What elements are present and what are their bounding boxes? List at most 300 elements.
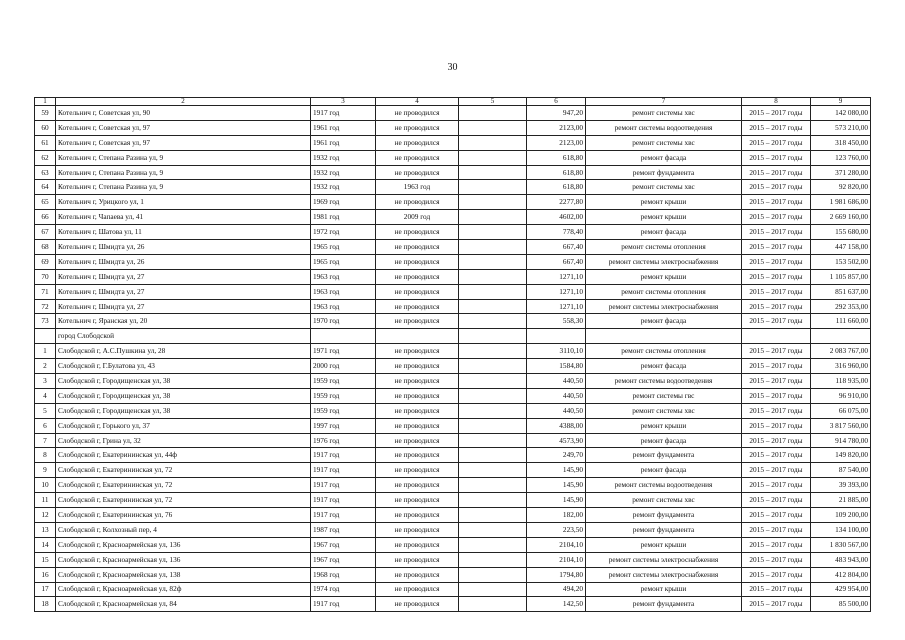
period-cell: 2015 – 2017 годы — [742, 359, 811, 374]
area-cell: 2123,00 — [527, 135, 586, 150]
period-cell: 2015 – 2017 годы — [742, 433, 811, 448]
address-cell: Котельнич г, Шмидта ул, 27 — [56, 299, 311, 314]
cost-cell: 1 105 857,00 — [811, 269, 871, 284]
area-cell: 667,40 — [527, 240, 586, 255]
last-repair-cell: не проводился — [376, 299, 459, 314]
period-cell: 2015 – 2017 годы — [742, 508, 811, 523]
table-row — [35, 374, 871, 389]
row-number-cell: 13 — [35, 522, 56, 537]
row-number-cell: 65 — [35, 195, 56, 210]
table-row — [35, 106, 871, 121]
column-header: 9 — [811, 98, 871, 106]
build-year-cell: 1997 год — [311, 418, 376, 433]
cost-cell: 483 943,00 — [811, 552, 871, 567]
build-year-cell: 1963 год — [311, 269, 376, 284]
area-cell: 618,80 — [527, 165, 586, 180]
area-cell: 249,70 — [527, 448, 586, 463]
cost-cell: 153 502,00 — [811, 254, 871, 269]
column-5-cell — [459, 359, 527, 374]
area-cell: 2277,80 — [527, 195, 586, 210]
table-row — [35, 418, 871, 433]
column-5-cell — [459, 165, 527, 180]
last-repair-cell: не проводился — [376, 493, 459, 508]
last-repair-cell: не проводился — [376, 597, 459, 612]
build-year-cell: 1959 год — [311, 388, 376, 403]
address-cell: Котельнич г, Степана Разина ул, 9 — [56, 150, 311, 165]
cost-cell: 3 817 560,00 — [811, 418, 871, 433]
period-cell: 2015 – 2017 годы — [742, 344, 811, 359]
address-cell: Котельнич г, Шмидта ул, 27 — [56, 269, 311, 284]
table-row — [35, 135, 871, 150]
column-5-cell — [459, 582, 527, 597]
address-cell: Слободской г, Горького ул, 37 — [56, 418, 311, 433]
address-cell: Котельнич г, Урицкого ул, 1 — [56, 195, 311, 210]
address-cell: Котельнич г, Шмидта ул, 26 — [56, 254, 311, 269]
page-number: 30 — [447, 62, 458, 73]
row-number-cell: 62 — [35, 150, 56, 165]
row-number-cell: 16 — [35, 567, 56, 582]
work-type-cell: ремонт крыши — [586, 269, 742, 284]
period-cell: 2015 – 2017 годы — [742, 120, 811, 135]
period-cell: 2015 – 2017 годы — [742, 463, 811, 478]
column-5-cell — [459, 314, 527, 329]
table-row — [35, 463, 871, 478]
build-year-cell: 1967 год — [311, 537, 376, 552]
area-cell: 182,00 — [527, 508, 586, 523]
last-repair-cell: не проводился — [376, 433, 459, 448]
column-5-cell — [459, 120, 527, 135]
area-cell: 4602,00 — [527, 210, 586, 225]
column-5-cell — [459, 210, 527, 225]
build-year-cell: 1917 год — [311, 597, 376, 612]
column-header: 7 — [586, 98, 742, 106]
cost-cell: 87 540,00 — [811, 463, 871, 478]
row-number-cell: 64 — [35, 180, 56, 195]
cost-cell: 21 885,00 — [811, 493, 871, 508]
column-5-cell — [459, 150, 527, 165]
last-repair-cell: не проводился — [376, 567, 459, 582]
row-number-cell: 73 — [35, 314, 56, 329]
area-cell: 145,90 — [527, 493, 586, 508]
row-number-cell: 2 — [35, 359, 56, 374]
work-type-cell: ремонт фасада — [586, 433, 742, 448]
period-cell: 2015 – 2017 годы — [742, 195, 811, 210]
build-year-cell: 1917 год — [311, 106, 376, 121]
work-type-cell: ремонт фундамента — [586, 508, 742, 523]
address-cell: Котельнич г, Шатова ул, 11 — [56, 225, 311, 240]
table-row — [35, 269, 871, 284]
address-cell: Котельнич г, Советская ул, 90 — [56, 106, 311, 121]
column-5-cell — [459, 448, 527, 463]
area-cell: 4573,90 — [527, 433, 586, 448]
work-type-cell: ремонт крыши — [586, 210, 742, 225]
last-repair-cell: не проводился — [376, 537, 459, 552]
period-cell: 2015 – 2017 годы — [742, 106, 811, 121]
last-repair-cell: не проводился — [376, 120, 459, 135]
period-cell: 2015 – 2017 годы — [742, 150, 811, 165]
column-5-cell — [459, 478, 527, 493]
address-cell: Слободской г, Екатерининская ул, 72 — [56, 493, 311, 508]
column-5-cell — [459, 106, 527, 121]
cost-cell: 96 910,00 — [811, 388, 871, 403]
work-type-cell: ремонт фундамента — [586, 597, 742, 612]
row-number-cell: 71 — [35, 284, 56, 299]
last-repair-cell: не проводился — [376, 388, 459, 403]
period-cell: 2015 – 2017 годы — [742, 269, 811, 284]
work-type-cell: ремонт системы электроснабжения — [586, 299, 742, 314]
work-type-cell: ремонт системы отопления — [586, 240, 742, 255]
table-row — [35, 522, 871, 537]
period-cell: 2015 – 2017 годы — [742, 240, 811, 255]
cost-cell: 134 100,00 — [811, 522, 871, 537]
address-cell: Котельнич г, Советская ул, 97 — [56, 120, 311, 135]
section-number-cell — [35, 329, 56, 344]
period-cell: 2015 – 2017 годы — [742, 493, 811, 508]
area-cell: 494,20 — [527, 582, 586, 597]
column-5-cell — [459, 180, 527, 195]
table-row — [35, 195, 871, 210]
work-type-cell: ремонт фундамента — [586, 165, 742, 180]
build-year-cell: 1987 год — [311, 522, 376, 537]
build-year-cell: 1970 год — [311, 314, 376, 329]
row-number-cell: 60 — [35, 120, 56, 135]
work-type-cell: ремонт фасада — [586, 225, 742, 240]
address-cell: Слободской г, Красноармейская ул, 136 — [56, 537, 311, 552]
work-type-cell: ремонт фасада — [586, 150, 742, 165]
table-row — [35, 284, 871, 299]
cost-cell: 109 200,00 — [811, 508, 871, 523]
build-year-cell: 1963 год — [311, 284, 376, 299]
last-repair-cell: 1963 год — [376, 180, 459, 195]
row-number-cell: 11 — [35, 493, 56, 508]
build-year-cell: 1961 год — [311, 120, 376, 135]
build-year-cell: 1917 год — [311, 463, 376, 478]
build-year-cell: 1961 год — [311, 135, 376, 150]
period-cell: 2015 – 2017 годы — [742, 448, 811, 463]
area-cell: 440,50 — [527, 374, 586, 389]
last-repair-cell: не проводился — [376, 374, 459, 389]
last-repair-cell: не проводился — [376, 403, 459, 418]
area-cell: 1794,80 — [527, 567, 586, 582]
last-repair-cell: не проводился — [376, 314, 459, 329]
cost-cell: 447 158,00 — [811, 240, 871, 255]
column-5-cell — [459, 552, 527, 567]
cost-cell: 142 080,00 — [811, 106, 871, 121]
cost-cell: 92 820,00 — [811, 180, 871, 195]
cost-cell: 318 450,00 — [811, 135, 871, 150]
area-cell: 947,20 — [527, 106, 586, 121]
period-cell: 2015 – 2017 годы — [742, 284, 811, 299]
build-year-cell: 1968 год — [311, 567, 376, 582]
build-year-cell: 1932 год — [311, 165, 376, 180]
address-cell: Слободской г, А.С.Пушкина ул, 28 — [56, 344, 311, 359]
period-cell: 2015 – 2017 годы — [742, 135, 811, 150]
last-repair-cell: не проводился — [376, 150, 459, 165]
area-cell: 2104,10 — [527, 537, 586, 552]
last-repair-cell: не проводился — [376, 478, 459, 493]
address-cell: Слободской г, Городищенская ул, 38 — [56, 374, 311, 389]
area-cell: 618,80 — [527, 180, 586, 195]
column-header: 3 — [311, 98, 376, 106]
table-row — [35, 597, 871, 612]
build-year-cell: 1965 год — [311, 240, 376, 255]
address-cell: Котельнич г, Степана Разина ул, 9 — [56, 165, 311, 180]
column-5-cell — [459, 240, 527, 255]
address-cell: Слободской г, Красноармейская ул, 82ф — [56, 582, 311, 597]
address-cell: Слободской г, Екатерининская ул, 44ф — [56, 448, 311, 463]
area-cell: 1271,10 — [527, 269, 586, 284]
column-5-cell — [459, 403, 527, 418]
column-header: 1 — [35, 98, 56, 106]
area-cell: 145,90 — [527, 463, 586, 478]
cost-cell: 429 954,00 — [811, 582, 871, 597]
area-cell: 778,40 — [527, 225, 586, 240]
period-cell: 2015 – 2017 годы — [742, 225, 811, 240]
row-number-cell: 63 — [35, 165, 56, 180]
row-number-cell: 8 — [35, 448, 56, 463]
table-row — [35, 433, 871, 448]
column-5-cell — [459, 135, 527, 150]
column-5-cell — [459, 418, 527, 433]
period-cell: 2015 – 2017 годы — [742, 299, 811, 314]
table-row — [35, 448, 871, 463]
build-year-cell: 1959 год — [311, 403, 376, 418]
last-repair-cell: 2009 год — [376, 210, 459, 225]
empty-cell — [811, 329, 871, 344]
table-row — [35, 388, 871, 403]
area-cell: 2123,00 — [527, 120, 586, 135]
address-cell: Слободской г, Красноармейская ул, 84 — [56, 597, 311, 612]
column-5-cell — [459, 269, 527, 284]
period-cell: 2015 – 2017 годы — [742, 180, 811, 195]
address-cell: Котельнич г, Чапаева ул, 41 — [56, 210, 311, 225]
build-year-cell: 1917 год — [311, 493, 376, 508]
build-year-cell: 1917 год — [311, 448, 376, 463]
last-repair-cell: не проводился — [376, 359, 459, 374]
last-repair-cell: не проводился — [376, 463, 459, 478]
row-number-cell: 7 — [35, 433, 56, 448]
area-cell: 4388,00 — [527, 418, 586, 433]
column-header: 2 — [56, 98, 311, 106]
address-cell: Слободской г, Г.Булатова ул, 43 — [56, 359, 311, 374]
row-number-cell: 1 — [35, 344, 56, 359]
work-type-cell: ремонт системы хвс — [586, 493, 742, 508]
build-year-cell: 1967 год — [311, 552, 376, 567]
cost-cell: 118 935,00 — [811, 374, 871, 389]
address-cell: Слободской г, Городищенская ул, 38 — [56, 388, 311, 403]
table-row — [35, 299, 871, 314]
row-number-cell: 70 — [35, 269, 56, 284]
cost-cell: 573 210,00 — [811, 120, 871, 135]
cost-cell: 155 680,00 — [811, 225, 871, 240]
work-type-cell: ремонт системы водоотведения — [586, 120, 742, 135]
table-row — [35, 180, 871, 195]
last-repair-cell: не проводился — [376, 448, 459, 463]
column-header: 8 — [742, 98, 811, 106]
table-row — [35, 359, 871, 374]
period-cell: 2015 – 2017 годы — [742, 522, 811, 537]
section-header-group — [35, 329, 871, 344]
build-year-cell: 1974 год — [311, 582, 376, 597]
last-repair-cell: не проводился — [376, 225, 459, 240]
area-cell: 667,40 — [527, 254, 586, 269]
column-5-cell — [459, 597, 527, 612]
area-cell: 145,90 — [527, 478, 586, 493]
table-row — [35, 567, 871, 582]
last-repair-cell: не проводился — [376, 106, 459, 121]
column-header: 6 — [527, 98, 586, 106]
cost-cell: 412 804,00 — [811, 567, 871, 582]
build-year-cell: 2000 год — [311, 359, 376, 374]
build-year-cell: 1976 год — [311, 433, 376, 448]
build-year-cell: 1981 год — [311, 210, 376, 225]
work-type-cell: ремонт крыши — [586, 582, 742, 597]
address-cell: Слободской г, Красноармейская ул, 138 — [56, 567, 311, 582]
address-cell: Котельнич г, Шмидта ул, 27 — [56, 284, 311, 299]
cost-cell: 292 353,00 — [811, 299, 871, 314]
period-cell: 2015 – 2017 годы — [742, 254, 811, 269]
address-cell: Котельнич г, Яранская ул, 20 — [56, 314, 311, 329]
table-row — [35, 120, 871, 135]
address-cell: Слободской г, Екатерининская ул, 72 — [56, 463, 311, 478]
row-number-cell: 69 — [35, 254, 56, 269]
column-5-cell — [459, 374, 527, 389]
empty-cell — [311, 329, 376, 344]
work-type-cell: ремонт фундамента — [586, 448, 742, 463]
address-cell: Слободской г, Грина ул, 32 — [56, 433, 311, 448]
column-5-cell — [459, 508, 527, 523]
row-number-cell: 18 — [35, 597, 56, 612]
work-type-cell: ремонт системы гвс — [586, 388, 742, 403]
address-cell: Слободской г, Красноармейская ул, 136 — [56, 552, 311, 567]
period-cell: 2015 – 2017 годы — [742, 388, 811, 403]
period-cell: 2015 – 2017 годы — [742, 478, 811, 493]
period-cell: 2015 – 2017 годы — [742, 210, 811, 225]
work-type-cell: ремонт крыши — [586, 418, 742, 433]
cost-cell: 851 637,00 — [811, 284, 871, 299]
period-cell: 2015 – 2017 годы — [742, 552, 811, 567]
build-year-cell: 1959 год — [311, 374, 376, 389]
build-year-cell: 1932 год — [311, 150, 376, 165]
table-row — [35, 210, 871, 225]
build-year-cell: 1917 год — [311, 508, 376, 523]
row-number-cell: 14 — [35, 537, 56, 552]
section-title: город Слободской — [56, 329, 311, 344]
area-cell: 223,50 — [527, 522, 586, 537]
cost-cell: 149 820,00 — [811, 448, 871, 463]
address-cell: Котельнич г, Шмидта ул, 26 — [56, 240, 311, 255]
last-repair-cell: не проводился — [376, 269, 459, 284]
column-header: 5 — [459, 98, 527, 106]
empty-cell — [376, 329, 459, 344]
area-cell: 440,50 — [527, 403, 586, 418]
empty-cell — [527, 329, 586, 344]
table-row — [35, 508, 871, 523]
column-5-cell — [459, 195, 527, 210]
column-5-cell — [459, 225, 527, 240]
period-cell: 2015 – 2017 годы — [742, 403, 811, 418]
empty-cell — [742, 329, 811, 344]
cost-cell: 123 760,00 — [811, 150, 871, 165]
cost-cell: 2 083 767,00 — [811, 344, 871, 359]
work-type-cell: ремонт системы отопления — [586, 284, 742, 299]
work-type-cell: ремонт системы водоотведения — [586, 478, 742, 493]
last-repair-cell: не проводился — [376, 344, 459, 359]
table-row — [35, 552, 871, 567]
row-number-cell: 17 — [35, 582, 56, 597]
table-row — [35, 478, 871, 493]
cost-cell: 316 960,00 — [811, 359, 871, 374]
area-cell: 1271,10 — [527, 299, 586, 314]
cost-cell: 85 500,00 — [811, 597, 871, 612]
row-number-cell: 4 — [35, 388, 56, 403]
last-repair-cell: не проводился — [376, 165, 459, 180]
last-repair-cell: не проводился — [376, 552, 459, 567]
last-repair-cell: не проводился — [376, 582, 459, 597]
last-repair-cell: не проводился — [376, 508, 459, 523]
cost-cell: 39 393,00 — [811, 478, 871, 493]
work-type-cell: ремонт системы хвс — [586, 106, 742, 121]
column-5-cell — [459, 344, 527, 359]
column-5-cell — [459, 254, 527, 269]
address-cell: Котельнич г, Советская ул, 97 — [56, 135, 311, 150]
area-cell: 618,80 — [527, 150, 586, 165]
area-cell: 142,50 — [527, 597, 586, 612]
address-cell: Котельнич г, Степана Разина ул, 9 — [56, 180, 311, 195]
cost-cell: 111 660,00 — [811, 314, 871, 329]
work-type-cell: ремонт системы электроснабжения — [586, 567, 742, 582]
row-number-cell: 5 — [35, 403, 56, 418]
row-number-cell: 9 — [35, 463, 56, 478]
build-year-cell: 1965 год — [311, 254, 376, 269]
section-header-row — [35, 329, 871, 344]
table-row — [35, 254, 871, 269]
address-cell: Слободской г, Екатерининская ул, 76 — [56, 508, 311, 523]
address-cell: Слободской г, Екатерининская ул, 72 — [56, 478, 311, 493]
area-cell: 558,30 — [527, 314, 586, 329]
work-type-cell: ремонт системы хвс — [586, 180, 742, 195]
address-cell: Слободской г, Городищенская ул, 38 — [56, 403, 311, 418]
cost-cell: 66 075,00 — [811, 403, 871, 418]
cost-cell: 914 780,00 — [811, 433, 871, 448]
repair-program-table — [34, 97, 871, 612]
period-cell: 2015 – 2017 годы — [742, 418, 811, 433]
cost-cell: 371 280,00 — [811, 165, 871, 180]
work-type-cell: ремонт системы хвс — [586, 135, 742, 150]
build-year-cell: 1969 год — [311, 195, 376, 210]
column-5-cell — [459, 567, 527, 582]
last-repair-cell: не проводился — [376, 135, 459, 150]
period-cell: 2015 – 2017 годы — [742, 567, 811, 582]
column-5-cell — [459, 522, 527, 537]
period-cell: 2015 – 2017 годы — [742, 537, 811, 552]
row-number-cell: 12 — [35, 508, 56, 523]
row-number-cell: 59 — [35, 106, 56, 121]
table-row — [35, 240, 871, 255]
period-cell: 2015 – 2017 годы — [742, 165, 811, 180]
table-row — [35, 225, 871, 240]
row-number-cell: 72 — [35, 299, 56, 314]
cost-cell: 2 669 160,00 — [811, 210, 871, 225]
work-type-cell: ремонт системы отопления — [586, 344, 742, 359]
work-type-cell: ремонт системы хвс — [586, 403, 742, 418]
period-cell: 2015 – 2017 годы — [742, 374, 811, 389]
last-repair-cell: не проводился — [376, 418, 459, 433]
table-row — [35, 344, 871, 359]
cost-cell: 1 830 567,00 — [811, 537, 871, 552]
column-5-cell — [459, 433, 527, 448]
table-row — [35, 314, 871, 329]
